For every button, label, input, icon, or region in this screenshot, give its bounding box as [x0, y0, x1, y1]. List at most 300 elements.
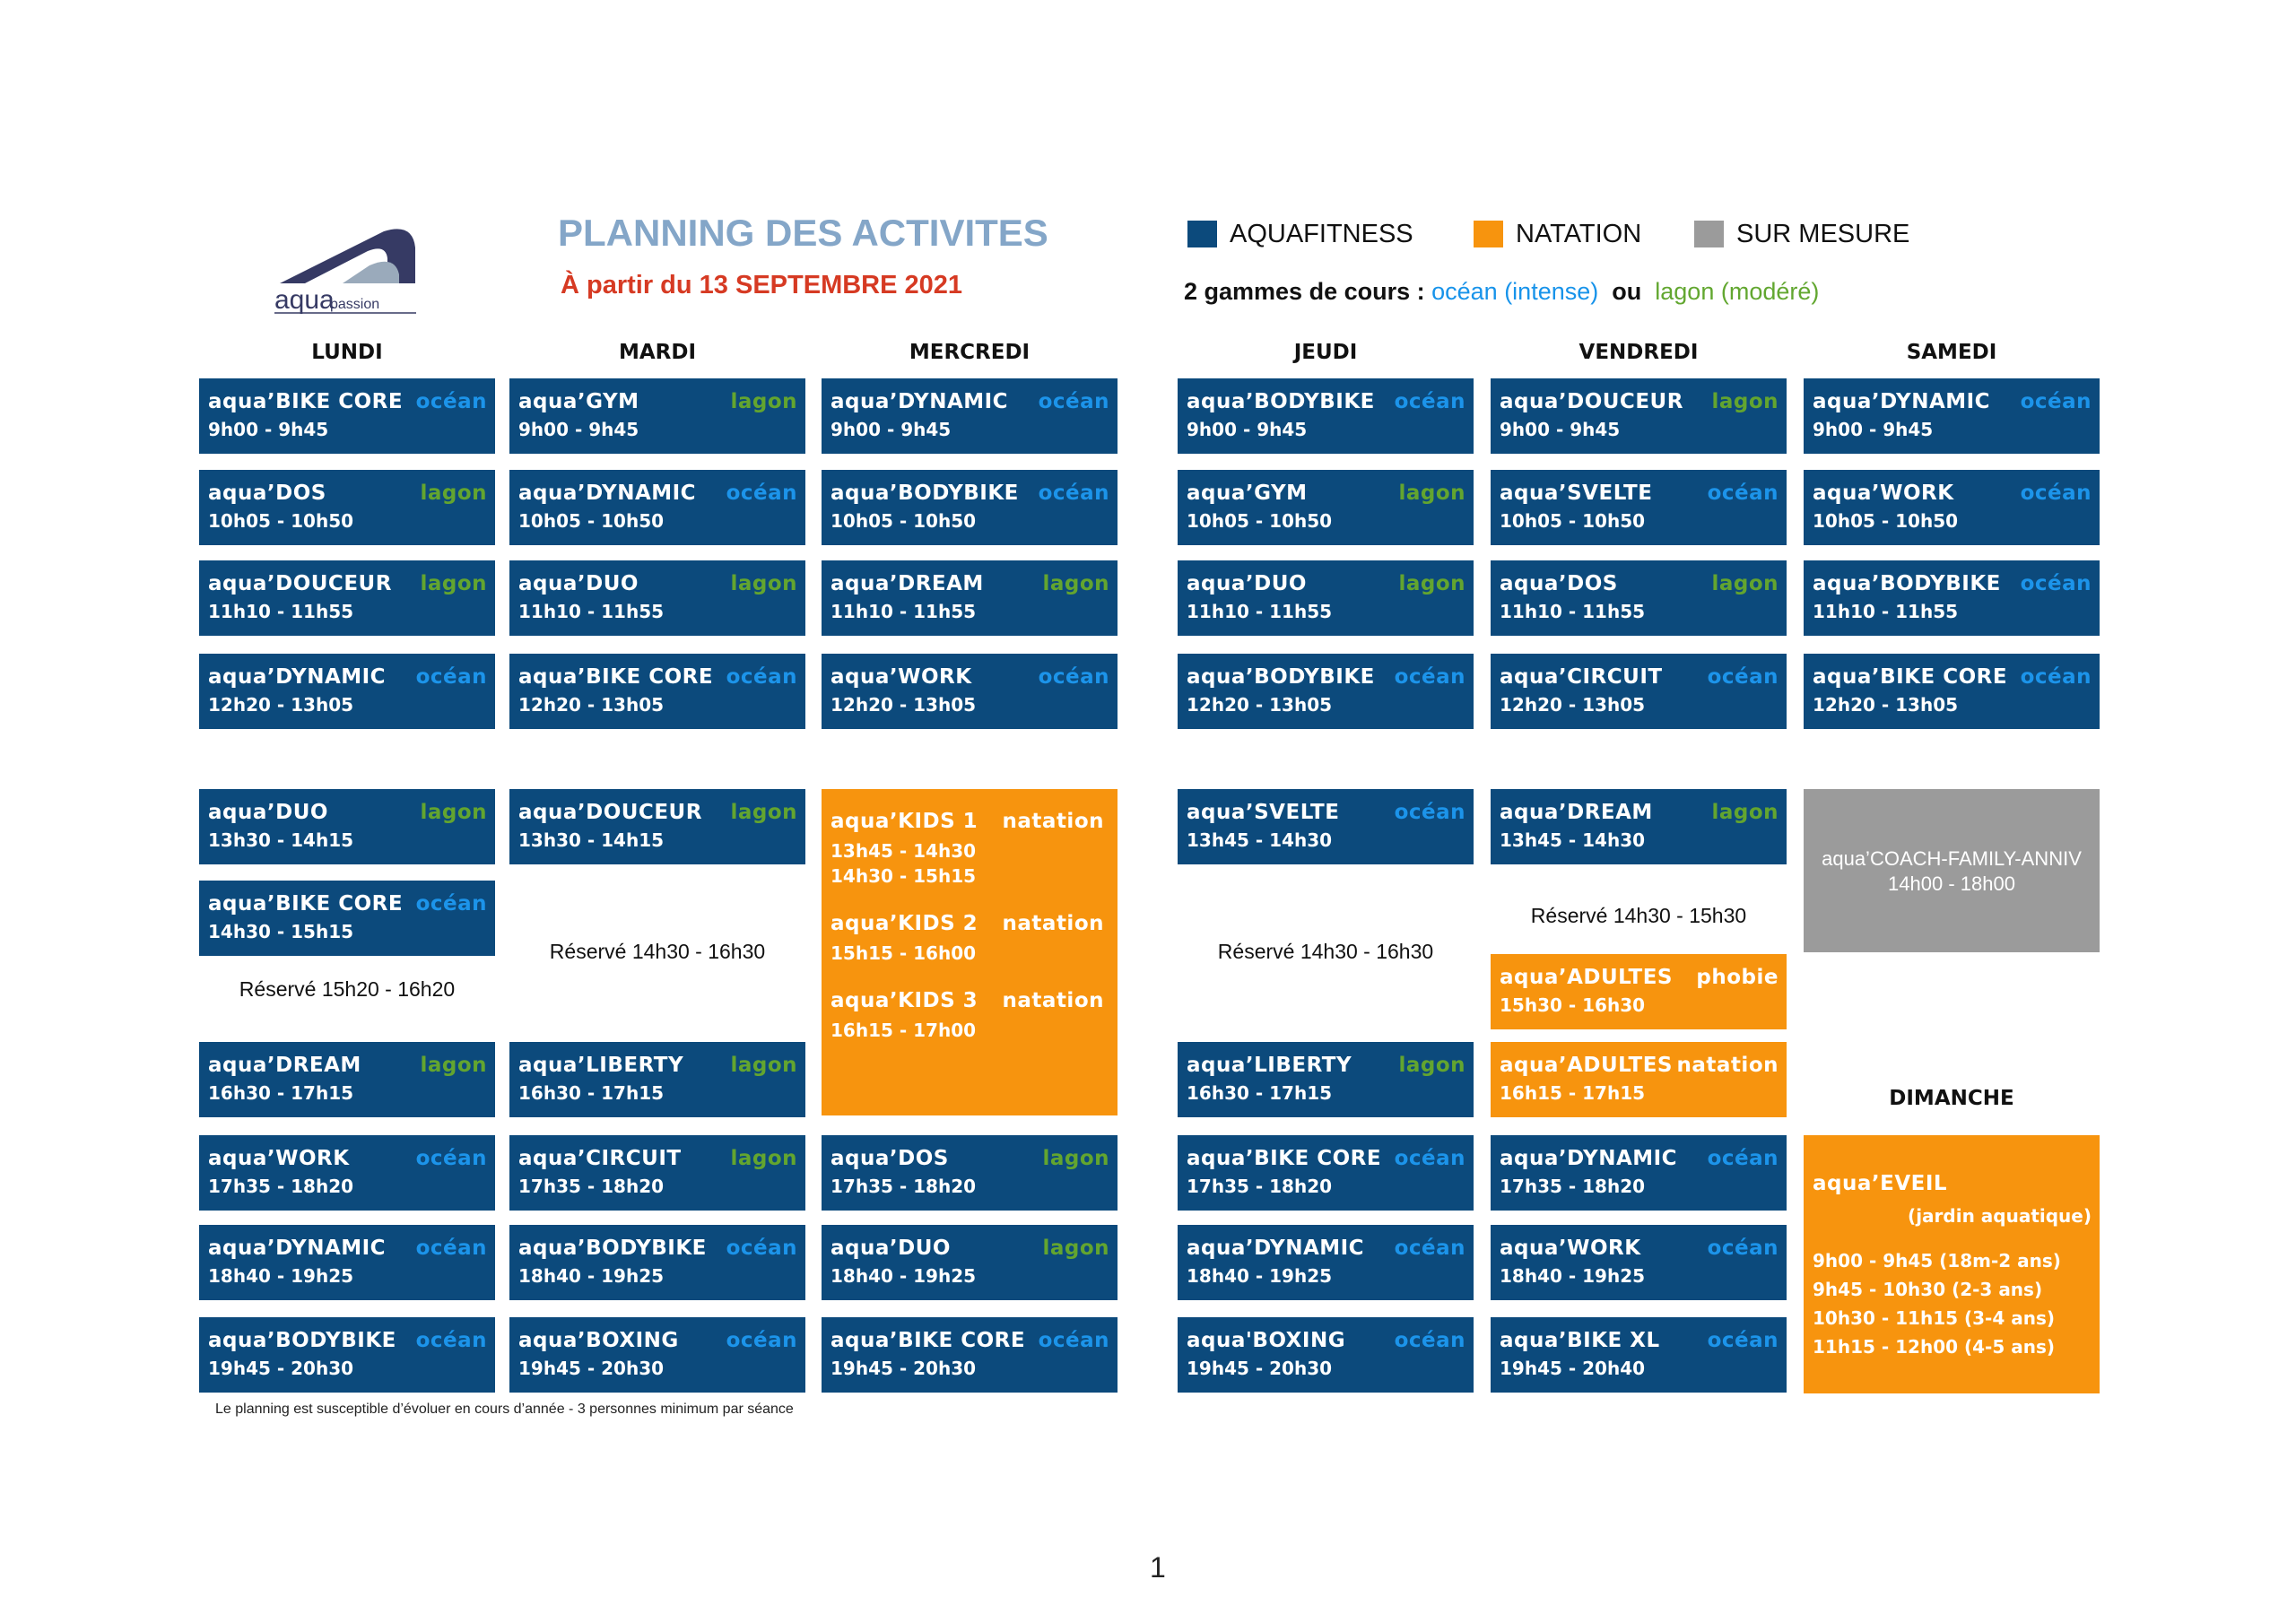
card-header	[1187, 664, 1465, 690]
legend-label: AQUAFITNESS	[1230, 219, 1413, 248]
activity-level: océan	[1038, 665, 1109, 689]
activity-card[interactable]	[509, 789, 805, 864]
day-header-dimanche: DIMANCHE	[1889, 1087, 2014, 1110]
activity-level: océan	[726, 1237, 797, 1260]
activity-name: aqua’DUO	[208, 801, 328, 824]
activity-card[interactable]	[199, 1317, 495, 1393]
activity-level: lagon	[420, 1054, 487, 1077]
gammes-ou: ou	[1612, 278, 1642, 305]
logo-text-passion: passion	[330, 297, 380, 312]
activity-level: océan	[415, 390, 487, 413]
page-number: 1	[1150, 1551, 1166, 1584]
reserved-slot: Réservé 15h20 - 16h20	[239, 977, 456, 1001]
activity-time: 9h00 - 9h45	[1813, 419, 1934, 440]
activity-level: océan	[1394, 1147, 1465, 1170]
legend-label: SUR MESURE	[1736, 219, 1910, 248]
activity-name: aqua’BIKE CORE	[1813, 665, 2008, 689]
activity-name: aqua’DOUCEUR	[1500, 390, 1683, 413]
activity-time: 19h45 - 20h30	[208, 1358, 354, 1379]
logo-graphic	[269, 222, 422, 321]
activity-level: océan	[415, 1329, 487, 1352]
activity-name: aqua’ADULTES	[1500, 966, 1673, 989]
activity-card[interactable]	[1491, 470, 1787, 545]
activity-card[interactable]	[1178, 1135, 1474, 1211]
activity-time: 18h40 - 19h25	[831, 1265, 977, 1287]
activity-level: océan	[726, 482, 797, 505]
logo-text-aqua: aqua	[274, 285, 335, 315]
activity-level: océan	[2020, 482, 2092, 505]
activity-card[interactable]	[1178, 654, 1474, 729]
gammes-prefix: 2 gammes de cours :	[1184, 278, 1425, 305]
aquapassion-logo	[269, 222, 422, 321]
card-header	[831, 1328, 1109, 1353]
activity-time: 18h40 - 19h25	[1500, 1265, 1646, 1287]
card-header	[208, 481, 487, 506]
activity-name: aqua’DOS	[208, 482, 326, 505]
activity-time: 11h10 - 11h55	[1500, 601, 1646, 622]
card-header	[1187, 571, 1465, 596]
activity-time: 9h00 - 9h45	[1500, 419, 1621, 440]
activity-name: aqua’WORK	[1813, 482, 1954, 505]
activity-time: 12h20 - 13h05	[518, 694, 665, 716]
card-header	[831, 664, 1109, 690]
activity-name: aqua’DOS	[831, 1147, 949, 1170]
activity-level: océan	[415, 1237, 487, 1260]
activity-level: lagon	[1711, 572, 1779, 595]
activity-name: aqua’BODYBIKE	[518, 1237, 707, 1260]
activity-time: 17h35 - 18h20	[831, 1176, 977, 1197]
activity-card[interactable]	[1491, 654, 1787, 729]
card-header	[1813, 571, 2092, 596]
activity-name: aqua’LIBERTY	[1187, 1054, 1352, 1077]
activity-card[interactable]	[199, 378, 495, 454]
activity-name: aqua’DYNAMIC	[1813, 390, 1991, 413]
card-header	[831, 481, 1109, 506]
eveil-session: 11h15 - 12h00 (4-5 ans)	[1813, 1336, 2056, 1358]
activity-time: 12h20 - 13h05	[831, 694, 977, 716]
activity-level: natation	[1002, 810, 1104, 833]
activity-level: lagon	[1042, 1237, 1109, 1260]
activity-level: océan	[726, 665, 797, 689]
activity-level: lagon	[1711, 390, 1779, 413]
activity-level: natation	[1002, 989, 1104, 1012]
activity-card[interactable]	[1804, 378, 2100, 454]
activity-name: aqua’BIKE CORE	[208, 390, 404, 413]
card-header	[518, 389, 797, 414]
activity-time: 9h00 - 9h45	[208, 419, 329, 440]
activity-name: aqua’DREAM	[831, 572, 984, 595]
activity-card[interactable]	[1804, 560, 2100, 636]
activity-time: 11h10 - 11h55	[1187, 601, 1333, 622]
activity-level: océan	[2020, 572, 2092, 595]
activity-name: aqua'BOXING	[1187, 1329, 1346, 1352]
gammes-line	[1184, 278, 1819, 306]
activity-time: 12h20 - 13h05	[1500, 694, 1646, 716]
activity-time: 16h15 - 17h00	[831, 1020, 977, 1041]
activity-card[interactable]	[1178, 560, 1474, 636]
activity-card[interactable]	[822, 1135, 1118, 1211]
activity-time: 16h30 - 17h15	[518, 1082, 665, 1104]
activity-name: aqua’DYNAMIC	[831, 390, 1009, 413]
activity-card[interactable]	[1491, 1317, 1787, 1393]
card-header	[831, 911, 1109, 936]
activity-time: 10h05 - 10h50	[1187, 510, 1333, 532]
card-header	[1187, 389, 1465, 414]
activity-time: 14h30 - 15h15	[831, 865, 977, 887]
card-header	[1813, 481, 2092, 506]
card-header	[1187, 1236, 1465, 1261]
coach-time: 14h00 - 18h00	[1888, 872, 2015, 895]
activity-level: phobie	[1696, 966, 1779, 989]
activity-time: 10h05 - 10h50	[1500, 510, 1646, 532]
eveil-block[interactable]	[1804, 1135, 2100, 1393]
activity-time: 10h05 - 10h50	[831, 510, 977, 532]
activity-name: aqua’DREAM	[1500, 801, 1653, 824]
activity-level: océan	[415, 1147, 487, 1170]
activity-time: 17h35 - 18h20	[1500, 1176, 1646, 1197]
card-header	[208, 389, 487, 414]
card-header	[518, 1053, 797, 1078]
card-header	[1187, 1328, 1465, 1353]
activity-name: aqua’DUO	[518, 572, 639, 595]
activity-name: aqua’SVELTE	[1500, 482, 1653, 505]
activity-time: 15h15 - 16h00	[831, 942, 977, 964]
activity-level: lagon	[730, 390, 797, 413]
activity-time: 13h45 - 14h30	[1187, 829, 1333, 851]
activity-card[interactable]	[1491, 1225, 1787, 1300]
activity-time: 11h10 - 11h55	[208, 601, 354, 622]
adultes-natation-card[interactable]	[1491, 1042, 1787, 1117]
legend-swatch-orange	[1474, 221, 1503, 247]
activity-name: aqua’BODYBIKE	[831, 482, 1019, 505]
activity-level: océan	[415, 892, 487, 916]
activity-card[interactable]	[199, 1135, 495, 1211]
kids-class	[831, 988, 1109, 1042]
activity-card[interactable]	[199, 470, 495, 545]
activity-time: 17h35 - 18h20	[1187, 1176, 1333, 1197]
activity-level: lagon	[1711, 801, 1779, 824]
activity-card[interactable]	[1804, 470, 2100, 545]
activity-level: océan	[1707, 482, 1779, 505]
activity-name: aqua’GYM	[518, 390, 639, 413]
activity-name: aqua’DOUCEUR	[208, 572, 392, 595]
card-header	[518, 1236, 797, 1261]
activity-card[interactable]	[509, 1225, 805, 1300]
activity-name: aqua’BIKE CORE	[208, 892, 404, 916]
activity-card[interactable]	[1178, 1317, 1474, 1393]
card-header	[1187, 1053, 1465, 1078]
activity-name: aqua’BIKE CORE	[518, 665, 714, 689]
reserved-slot: Réservé 14h30 - 16h30	[1217, 940, 1434, 963]
card-header	[831, 389, 1109, 414]
activity-name: aqua’EVEIL	[1813, 1172, 1948, 1195]
activity-level: lagon	[1042, 1147, 1109, 1170]
gammes-ocean: océan (intense)	[1431, 278, 1599, 305]
activity-name: aqua’DOS	[1500, 572, 1618, 595]
activity-time: 16h30 - 17h15	[1187, 1082, 1333, 1104]
activity-card[interactable]	[1178, 378, 1474, 454]
activity-name: aqua’BODYBIKE	[1187, 390, 1375, 413]
card-header	[208, 1053, 487, 1078]
activity-level: lagon	[730, 801, 797, 824]
card-header	[831, 988, 1109, 1013]
eveil-name	[1813, 1171, 2092, 1196]
activity-card[interactable]	[1178, 789, 1474, 864]
activity-level: lagon	[420, 572, 487, 595]
activity-level: océan	[1394, 390, 1465, 413]
activity-card[interactable]	[822, 1317, 1118, 1393]
activity-time: 10h05 - 10h50	[208, 510, 354, 532]
activity-name: aqua’DYNAMIC	[1187, 1237, 1365, 1260]
activity-time: 11h10 - 11h55	[518, 601, 665, 622]
activity-card[interactable]	[509, 378, 805, 454]
activity-card[interactable]	[1178, 470, 1474, 545]
card-header	[1500, 389, 1779, 414]
activity-card[interactable]	[1178, 1225, 1474, 1300]
legend-sur-mesure	[1694, 219, 1909, 249]
activity-name: aqua’KIDS 2	[831, 912, 978, 935]
activity-card[interactable]	[509, 1135, 805, 1211]
activity-level: océan	[2020, 665, 2092, 689]
kids-class	[831, 911, 1109, 965]
activity-card[interactable]	[199, 789, 495, 864]
day-header-jeudi: JEUDI	[1293, 341, 1358, 364]
activity-card[interactable]	[199, 881, 495, 956]
legend-swatch-grey	[1694, 221, 1724, 247]
activity-level: océan	[726, 1329, 797, 1352]
activity-level: natation	[1676, 1054, 1779, 1077]
activity-level: océan	[415, 665, 487, 689]
adultes-phobie-card[interactable]	[1491, 954, 1787, 1029]
activity-level: océan	[1707, 1237, 1779, 1260]
activity-card[interactable]	[1491, 1135, 1787, 1211]
gammes-lagon: lagon (modéré)	[1655, 278, 1820, 305]
activity-level: lagon	[1398, 482, 1465, 505]
activity-level: océan	[1707, 1329, 1779, 1352]
activity-time: 13h45 - 14h30	[831, 840, 977, 862]
activity-time: 17h35 - 18h20	[518, 1176, 665, 1197]
activity-card[interactable]	[822, 1225, 1118, 1300]
activity-time: 19h45 - 20h30	[831, 1358, 977, 1379]
card-header	[518, 571, 797, 596]
footnote: Le planning est susceptible d’évoluer en cours d’année - 3 personnes minimum par séance	[215, 1402, 794, 1417]
activity-time: 10h05 - 10h50	[518, 510, 665, 532]
activity-time: 13h30 - 14h15	[518, 829, 665, 851]
day-header-samedi: SAMEDI	[1906, 341, 1997, 364]
activity-name: aqua’KIDS 1	[831, 810, 978, 833]
activity-card[interactable]	[509, 1317, 805, 1393]
activity-time: 19h45 - 20h30	[1187, 1358, 1333, 1379]
activity-level: lagon	[420, 482, 487, 505]
card-header	[1187, 800, 1465, 825]
activity-name: aqua’DYNAMIC	[208, 665, 387, 689]
day-header-lundi: LUNDI	[311, 341, 383, 364]
card-header	[1500, 664, 1779, 690]
activity-name: aqua’CIRCUIT	[1500, 665, 1663, 689]
eveil-session: 9h00 - 9h45 (18m-2 ans)	[1813, 1250, 2061, 1271]
activity-level: lagon	[1042, 572, 1109, 595]
activity-time: 19h45 - 20h30	[518, 1358, 665, 1379]
card-header	[208, 1328, 487, 1353]
activity-level: lagon	[1398, 572, 1465, 595]
activity-name: aqua’WORK	[208, 1147, 350, 1170]
activity-time: 13h30 - 14h15	[208, 829, 354, 851]
activity-card[interactable]	[509, 560, 805, 636]
activity-time: 18h40 - 19h25	[1187, 1265, 1333, 1287]
activity-card[interactable]	[509, 1042, 805, 1117]
reserved-slot: Réservé 14h30 - 16h30	[549, 940, 766, 963]
activity-name: aqua’GYM	[1187, 482, 1308, 505]
activity-name: aqua’SVELTE	[1187, 801, 1340, 824]
activity-card[interactable]	[199, 654, 495, 729]
activity-time: 12h20 - 13h05	[1187, 694, 1333, 716]
activity-card[interactable]	[822, 560, 1118, 636]
card-header	[1187, 1146, 1465, 1171]
card-header	[518, 664, 797, 690]
activity-card[interactable]	[1491, 378, 1787, 454]
activity-time: 11h10 - 11h55	[1813, 601, 1959, 622]
activity-level: océan	[1707, 1147, 1779, 1170]
card-header	[1500, 965, 1779, 990]
activity-level: lagon	[1398, 1054, 1465, 1077]
activity-name: aqua’BIKE CORE	[831, 1329, 1026, 1352]
coach-family-anniv-block[interactable]	[1804, 789, 2100, 952]
activity-name: aqua’LIBERTY	[518, 1054, 684, 1077]
eveil-session: 10h30 - 11h15 (3-4 ans)	[1813, 1307, 2056, 1329]
activity-time: 18h40 - 19h25	[518, 1265, 665, 1287]
card-header	[1500, 1053, 1779, 1078]
activity-card[interactable]	[199, 560, 495, 636]
card-header	[831, 1146, 1109, 1171]
legend-natation	[1474, 219, 1641, 249]
day-header-mardi: MARDI	[618, 341, 697, 364]
activity-name: aqua’KIDS 3	[831, 989, 978, 1012]
card-header	[518, 800, 797, 825]
activity-level: lagon	[730, 572, 797, 595]
activity-card[interactable]	[1178, 1042, 1474, 1117]
day-header-vendredi: VENDREDI	[1578, 341, 1699, 364]
kids-class	[831, 809, 1109, 888]
activity-level: océan	[1394, 1237, 1465, 1260]
activity-name: aqua’BIKE CORE	[1187, 1147, 1382, 1170]
activity-card[interactable]	[509, 654, 805, 729]
card-header	[1500, 571, 1779, 596]
activity-name: aqua’DYNAMIC	[1500, 1147, 1678, 1170]
activity-level: lagon	[730, 1054, 797, 1077]
activity-time: 13h45 - 14h30	[1500, 829, 1646, 851]
card-header	[1187, 481, 1465, 506]
card-header	[518, 481, 797, 506]
activity-time: 10h05 - 10h50	[1813, 510, 1959, 532]
activity-time: 16h30 - 17h15	[208, 1082, 354, 1104]
card-header	[1500, 1328, 1779, 1353]
activity-name: aqua’DYNAMIC	[208, 1237, 387, 1260]
card-header	[518, 1328, 797, 1353]
activity-name: aqua’DOUCEUR	[518, 801, 702, 824]
activity-level: océan	[1038, 482, 1109, 505]
card-header	[1500, 1236, 1779, 1261]
kids-natation-block[interactable]	[822, 789, 1118, 1115]
activity-time: 11h10 - 11h55	[831, 601, 977, 622]
page-title: PLANNING DES ACTIVITES	[558, 212, 1048, 254]
card-header	[1813, 389, 2092, 414]
activity-time: 16h15 - 17h15	[1500, 1082, 1646, 1104]
activity-name: aqua’BIKE XL	[1500, 1329, 1660, 1352]
activity-name: aqua’DUO	[1187, 572, 1307, 595]
activity-time: 9h00 - 9h45	[518, 419, 639, 440]
activity-level: océan	[1707, 665, 1779, 689]
activity-level: natation	[1002, 912, 1104, 935]
card-header	[208, 1146, 487, 1171]
card-header	[208, 891, 487, 916]
card-header	[208, 1236, 487, 1261]
coach-name: aqua’COACH-FAMILY-ANNIV	[1822, 847, 2082, 870]
activity-card[interactable]	[199, 1042, 495, 1117]
legend-swatch-blue	[1187, 221, 1217, 247]
activity-name: aqua’BOXING	[518, 1329, 679, 1352]
activity-time: 14h30 - 15h15	[208, 921, 354, 942]
card-header	[208, 664, 487, 690]
activity-level: océan	[1394, 1329, 1465, 1352]
activity-level: océan	[1038, 1329, 1109, 1352]
activity-card[interactable]	[822, 470, 1118, 545]
activity-time: 9h00 - 9h45	[831, 419, 952, 440]
activity-time: 15h30 - 16h30	[1500, 994, 1646, 1016]
activity-name: aqua’ADULTES	[1500, 1054, 1673, 1077]
legend-label: NATATION	[1516, 219, 1642, 248]
card-header	[1813, 664, 2092, 690]
activity-name: aqua’DREAM	[208, 1054, 361, 1077]
card-header	[831, 571, 1109, 596]
activity-level: océan	[1394, 801, 1465, 824]
day-header-mercredi: MERCREDI	[909, 341, 1031, 364]
activity-name: aqua’BODYBIKE	[1813, 572, 2001, 595]
activity-name: aqua’BODYBIKE	[208, 1329, 396, 1352]
activity-card[interactable]	[1491, 789, 1787, 864]
activity-name: aqua’CIRCUIT	[518, 1147, 682, 1170]
card-header	[1500, 1146, 1779, 1171]
reserved-slot: Réservé 14h30 - 15h30	[1530, 904, 1747, 927]
activity-card[interactable]	[199, 1225, 495, 1300]
activity-name: aqua’BODYBIKE	[1187, 665, 1375, 689]
card-header	[1500, 800, 1779, 825]
eveil-subtitle: (jardin aquatique)	[1908, 1205, 2092, 1227]
activity-level: lagon	[420, 801, 487, 824]
activity-level: lagon	[730, 1147, 797, 1170]
activity-level: océan	[1394, 665, 1465, 689]
activity-card[interactable]	[822, 378, 1118, 454]
activity-name: aqua’WORK	[831, 665, 972, 689]
activity-card[interactable]	[1804, 654, 2100, 729]
activity-time: 19h45 - 20h40	[1500, 1358, 1646, 1379]
eveil-session: 9h45 - 10h30 (2-3 ans)	[1813, 1279, 2043, 1300]
activity-time: 12h20 - 13h05	[208, 694, 354, 716]
activity-level: océan	[2020, 390, 2092, 413]
card-header	[831, 1236, 1109, 1261]
activity-name: aqua’DUO	[831, 1237, 951, 1260]
activity-card[interactable]	[1491, 560, 1787, 636]
legend-aquafitness	[1187, 219, 1413, 249]
page-subtitle: À partir du 13 SEPTEMBRE 2021	[561, 271, 963, 299]
activity-time: 17h35 - 18h20	[208, 1176, 354, 1197]
activity-time: 12h20 - 13h05	[1813, 694, 1959, 716]
activity-card[interactable]	[509, 470, 805, 545]
card-header	[208, 800, 487, 825]
activity-card[interactable]	[822, 654, 1118, 729]
activity-time: 9h00 - 9h45	[1187, 419, 1308, 440]
card-header	[518, 1146, 797, 1171]
card-header	[1500, 481, 1779, 506]
